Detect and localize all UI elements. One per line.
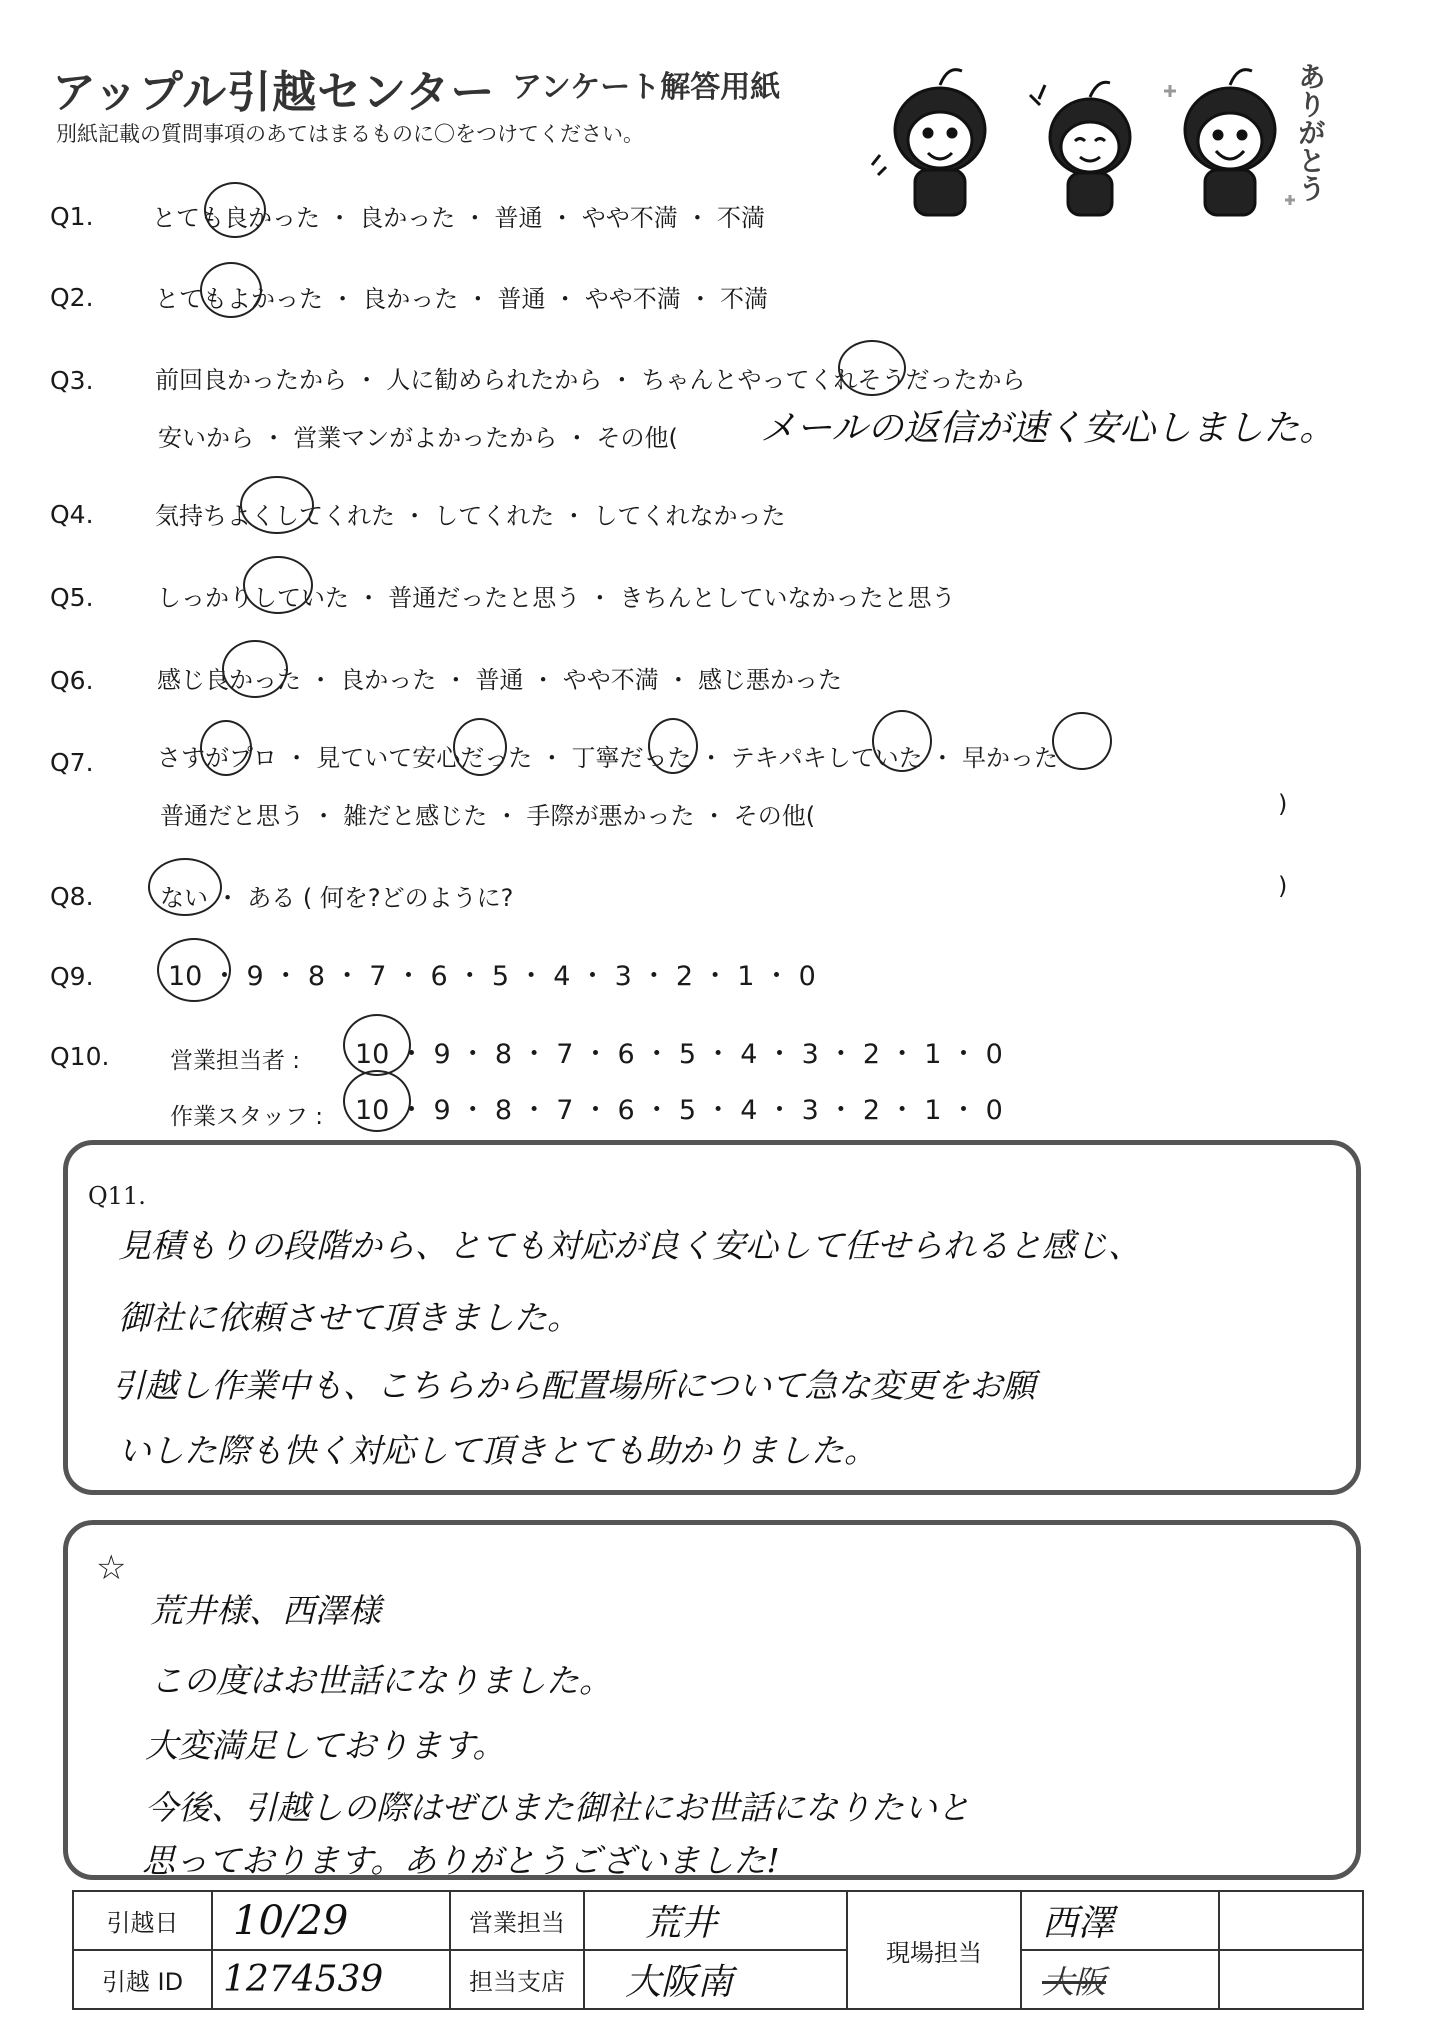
q7-options-line2: 普通だと思う ・ 雑だと感じた ・ 手際が悪かった ・ その他( <box>160 802 816 830</box>
q9-label: Q9. <box>50 962 94 991</box>
q7-options-line1: さすがプロ ・ 見ていて安心だった ・ 丁寧だった ・ テキパキしていた ・ 早かった <box>157 744 1059 772</box>
q8-label: Q8. <box>50 882 94 911</box>
q1-options: とても良かった ・ 良かった ・ 普通 ・ やや不満 ・ 不満 <box>152 204 766 232</box>
move-id-value: 1274539 <box>212 1950 450 2009</box>
q10-sales-options: 10 ・ 9 ・ 8 ・ 7 ・ 6 ・ 5 ・ 4 ・ 3 ・ 2 ・ 1 ・ 0 <box>355 1039 1003 1070</box>
answer-circle <box>648 718 698 774</box>
q3-options-line2: 安いから ・ 営業マンがよかったから ・ その他( <box>158 424 678 452</box>
comment-line: この度はお世話になりました。 <box>150 1661 612 1700</box>
sales-label: 営業担当 <box>450 1891 584 1950</box>
answer-circle <box>453 718 507 776</box>
q11-line: いした際も快く対応して頂きとても助かりました。 <box>118 1431 877 1470</box>
q2-options: とてもよかった ・ 良かった ・ 普通 ・ やや不満 ・ 不満 <box>155 285 769 313</box>
q4-label: Q4. <box>50 500 94 529</box>
answer-circle <box>240 476 314 534</box>
answer-circle <box>343 1070 411 1132</box>
field-value: 西澤 <box>1021 1891 1219 1950</box>
q10-label: Q10. <box>50 1042 110 1071</box>
q8-close-paren: ) <box>1278 872 1288 900</box>
q6-label: Q6. <box>50 666 94 695</box>
answer-circle <box>200 720 252 776</box>
answer-circle <box>148 858 222 916</box>
move-date-value: 10/29 <box>212 1891 450 1950</box>
comment-line: 思っております。ありがとうございました! <box>142 1841 780 1880</box>
q3-options-line1: 前回良かったから ・ 人に勧められたから ・ ちゃんとやってくれそうだったから <box>155 366 1026 394</box>
q11-line: 御社に依頼させて頂きました。 <box>118 1298 580 1337</box>
q11-line: 見積もりの段階から、とても対応が良く安心して任せられると感じ、 <box>118 1226 1141 1265</box>
q7-label: Q7. <box>50 748 94 777</box>
answer-circle <box>200 262 262 318</box>
q7-close-paren: ) <box>1278 790 1288 818</box>
comment-line: 荒井様、西澤様 <box>150 1591 381 1630</box>
q3-label: Q3. <box>50 366 94 395</box>
branch-label: 担当支店 <box>450 1950 584 2009</box>
move-id-label: 引越 ID <box>73 1950 212 2009</box>
q1-label: Q1. <box>50 202 94 231</box>
q11-label: Q11. <box>88 1182 146 1210</box>
q5-label: Q5. <box>50 583 94 612</box>
instruction-text: 別紙記載の質問事項のあてはまるものに〇をつけてください。 <box>56 122 644 146</box>
field-label: 現場担当 <box>847 1891 1021 2009</box>
comment-line: 大変満足しております。 <box>145 1726 506 1765</box>
answer-circle <box>838 340 906 396</box>
answer-circle <box>222 640 288 698</box>
q6-options: 感じ良かった ・ 良かった ・ 普通 ・ やや不満 ・ 感じ悪かった <box>157 666 843 694</box>
q2-label: Q2. <box>50 283 94 312</box>
field-value-struck: 大阪 <box>1021 1950 1219 2009</box>
answer-circle <box>243 556 313 614</box>
empty-cell <box>1219 1891 1363 1950</box>
company-name: アップル引越センター <box>52 67 496 118</box>
sales-value: 荒井 <box>584 1891 847 1950</box>
answer-circle <box>204 182 266 238</box>
q11-line: 引越し作業中も、こちらから配置場所について急な変更をお願 <box>112 1366 1036 1405</box>
answer-circle <box>1052 712 1112 770</box>
q8-options: ない ・ ある ( 何を?どのように? <box>160 884 514 912</box>
q10-staff-options: 10 ・ 9 ・ 8 ・ 7 ・ 6 ・ 5 ・ 4 ・ 3 ・ 2 ・ 1 ・ 0 <box>355 1095 1003 1126</box>
q3-other-answer: メールの返信が速く安心しました。 <box>760 408 1336 449</box>
thanks-text: ありがとう <box>1294 62 1327 202</box>
q5-options: しっかりしていた ・ 普通だったと思う ・ きちんとしていなかったと思う <box>157 584 956 612</box>
footer-table <box>72 1890 1364 2010</box>
answer-circle <box>343 1014 411 1076</box>
move-date-label: 引越日 <box>73 1891 212 1950</box>
q9-options: 10 ・ 9 ・ 8 ・ 7 ・ 6 ・ 5 ・ 4 ・ 3 ・ 2 ・ 1 ・ 0 <box>168 961 816 992</box>
answer-circle <box>872 710 932 772</box>
monkey-mascot-icon <box>870 55 1330 225</box>
q4-options: 気持ちよくしてくれた ・ してくれた ・ してくれなかった <box>155 502 786 530</box>
q10-sales-label: 営業担当者 : <box>170 1048 301 1074</box>
form-title: アンケート解答用紙 <box>512 70 781 105</box>
q10-staff-label: 作業スタッフ : <box>170 1104 324 1130</box>
answer-circle <box>157 938 231 1002</box>
comment-line: 今後、引越しの際はぜひまた御社にお世話になりたいと <box>145 1788 970 1827</box>
star-icon: ☆ <box>96 1548 127 1588</box>
empty-cell <box>1219 1950 1363 2009</box>
branch-value: 大阪南 <box>584 1950 847 2009</box>
